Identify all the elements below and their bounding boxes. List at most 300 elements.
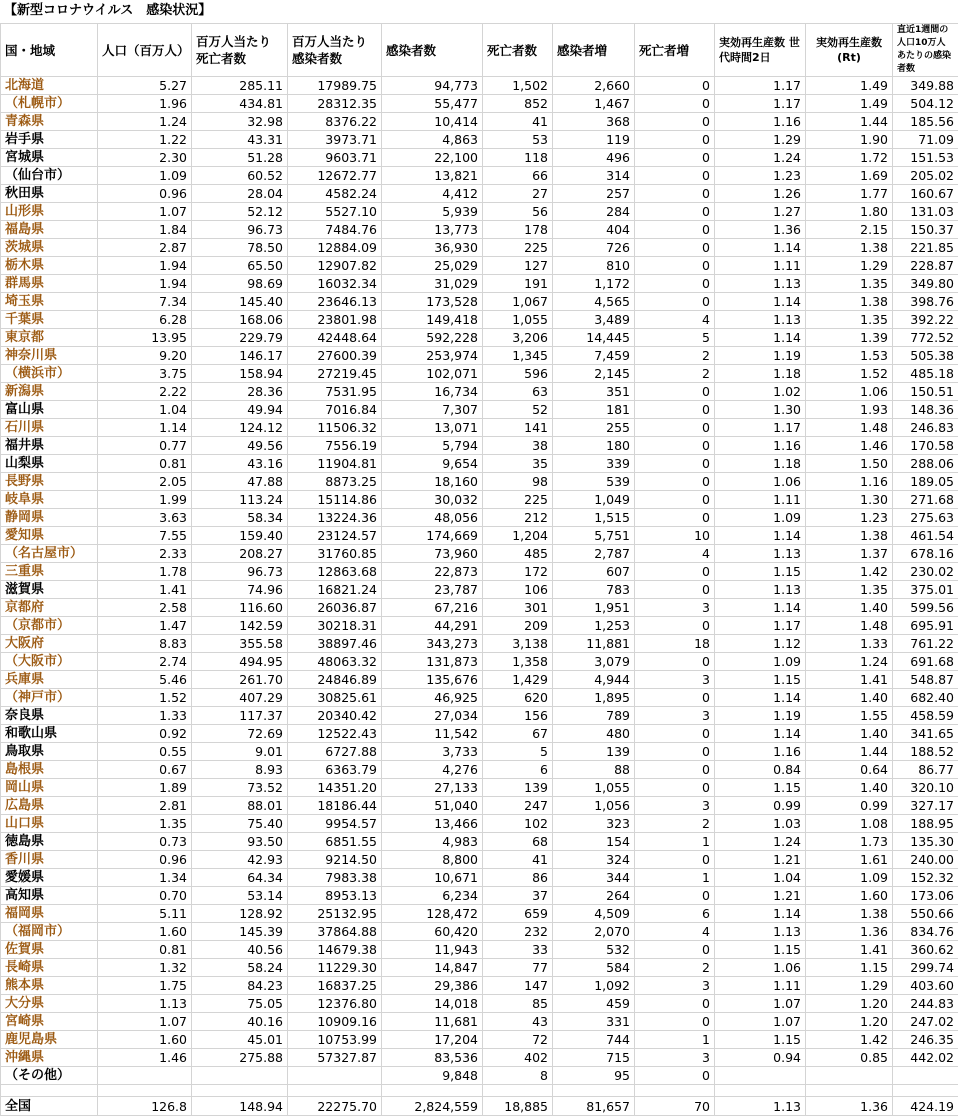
- table-row: [1, 527, 958, 545]
- rt-cell: 1.24: [806, 653, 893, 671]
- r-gen2-cell: 1.14: [715, 905, 806, 923]
- table-row: [1, 617, 958, 635]
- cases-cell: 23,787: [382, 581, 483, 599]
- population-cell: 1.78: [98, 563, 192, 581]
- deaths-cell: 3,138: [483, 635, 553, 653]
- cases-per-million-cell: 10909.16: [288, 1013, 382, 1031]
- region-name-cell: 青森県: [1, 113, 98, 131]
- cases-cell: 36,930: [382, 239, 483, 257]
- r-gen2-cell: 1.14: [715, 239, 806, 257]
- r-gen2-cell: 1.07: [715, 1013, 806, 1031]
- weekly-per-100k-cell: 150.37: [893, 221, 958, 239]
- infection-table: [0, 23, 958, 1116]
- weekly-per-100k-cell: 341.65: [893, 725, 958, 743]
- region-name-cell: 全国: [1, 1097, 98, 1116]
- cases-per-million-cell: 11904.81: [288, 455, 382, 473]
- cases-cell: 22,873: [382, 563, 483, 581]
- cases-cell: 253,974: [382, 347, 483, 365]
- cases-per-million-cell: 7556.19: [288, 437, 382, 455]
- case-increase-cell: 744: [553, 1031, 635, 1049]
- cases-cell: 27,133: [382, 779, 483, 797]
- r-gen2-cell: 1.04: [715, 869, 806, 887]
- table-row: [1, 635, 958, 653]
- population-cell: 2.05: [98, 473, 192, 491]
- population-cell: 3.63: [98, 509, 192, 527]
- case-increase-cell: 1,951: [553, 599, 635, 617]
- table-row: [1, 221, 958, 239]
- case-increase-cell: 404: [553, 221, 635, 239]
- case-increase-cell: 351: [553, 383, 635, 401]
- deaths-cell: 5: [483, 743, 553, 761]
- population-cell: 9.20: [98, 347, 192, 365]
- deaths-cell: 72: [483, 1031, 553, 1049]
- case-increase-cell: 14,445: [553, 329, 635, 347]
- r-gen2-cell: 1.06: [715, 959, 806, 977]
- header-population: 人口（百万人）: [98, 24, 192, 77]
- rt-cell: 1.29: [806, 977, 893, 995]
- weekly-per-100k-cell: 485.18: [893, 365, 958, 383]
- population-cell: 1.24: [98, 113, 192, 131]
- case-increase-cell: 257: [553, 185, 635, 203]
- r-gen2-cell: 1.18: [715, 365, 806, 383]
- region-name-cell: 静岡県: [1, 509, 98, 527]
- population-cell: 1.09: [98, 167, 192, 185]
- deaths-per-million-cell: 75.05: [192, 995, 288, 1013]
- weekly-per-100k-cell: 205.02: [893, 167, 958, 185]
- region-name-cell: 秋田県: [1, 185, 98, 203]
- table-row: [1, 383, 958, 401]
- deaths-per-million-cell: 74.96: [192, 581, 288, 599]
- r-gen2-cell: 1.19: [715, 347, 806, 365]
- rt-cell: 1.93: [806, 401, 893, 419]
- cases-cell: 10,414: [382, 113, 483, 131]
- region-name-cell: （大阪市）: [1, 653, 98, 671]
- weekly-per-100k-cell: 548.87: [893, 671, 958, 689]
- death-increase-cell: 1: [635, 869, 715, 887]
- table-row: [1, 275, 958, 293]
- population-cell: 1.04: [98, 401, 192, 419]
- population-cell: 2.87: [98, 239, 192, 257]
- deaths-cell: 852: [483, 95, 553, 113]
- table-row: [1, 77, 958, 95]
- cases-cell: 48,056: [382, 509, 483, 527]
- table-row: [1, 995, 958, 1013]
- rt-cell: 1.38: [806, 527, 893, 545]
- cases-per-million-cell: 12522.43: [288, 725, 382, 743]
- weekly-per-100k-cell: 188.95: [893, 815, 958, 833]
- table-row: [1, 563, 958, 581]
- cases-per-million-cell: 57327.87: [288, 1049, 382, 1067]
- table-row: [1, 851, 958, 869]
- death-increase-cell: 0: [635, 509, 715, 527]
- cases-cell: 55,477: [382, 95, 483, 113]
- r-gen2-cell: 1.14: [715, 689, 806, 707]
- weekly-per-100k-cell: 599.56: [893, 599, 958, 617]
- header-death-increase: 死亡者増: [635, 24, 715, 77]
- rt-cell: 1.80: [806, 203, 893, 221]
- death-increase-cell: 0: [635, 437, 715, 455]
- deaths-cell: 139: [483, 779, 553, 797]
- header-r-gen2: 実効再生産数 世代時間2日: [715, 24, 806, 77]
- table-row: [1, 167, 958, 185]
- table-row: [1, 725, 958, 743]
- cases-cell: 5,939: [382, 203, 483, 221]
- case-increase-cell: 715: [553, 1049, 635, 1067]
- death-increase-cell: 10: [635, 527, 715, 545]
- death-increase-cell: 0: [635, 563, 715, 581]
- empty-cell: [192, 1085, 288, 1097]
- death-increase-cell: 1: [635, 833, 715, 851]
- region-name-cell: 沖縄県: [1, 1049, 98, 1067]
- cases-per-million-cell: 31760.85: [288, 545, 382, 563]
- cases-cell: 46,925: [382, 689, 483, 707]
- case-increase-cell: 1,253: [553, 617, 635, 635]
- table-row: [1, 437, 958, 455]
- table-row: [1, 1031, 958, 1049]
- region-name-cell: （横浜市）: [1, 365, 98, 383]
- deaths-cell: 66: [483, 167, 553, 185]
- weekly-per-100k-cell: 458.59: [893, 707, 958, 725]
- case-increase-cell: 584: [553, 959, 635, 977]
- deaths-cell: 191: [483, 275, 553, 293]
- weekly-per-100k-cell: 151.53: [893, 149, 958, 167]
- rt-cell: 1.23: [806, 509, 893, 527]
- cases-cell: 25,029: [382, 257, 483, 275]
- weekly-per-100k-cell: 398.76: [893, 293, 958, 311]
- population-cell: 1.35: [98, 815, 192, 833]
- cases-per-million-cell: 11229.30: [288, 959, 382, 977]
- rt-cell: 1.50: [806, 455, 893, 473]
- r-gen2-cell: 1.14: [715, 725, 806, 743]
- cases-cell: 10,671: [382, 869, 483, 887]
- rt-cell: 1.36: [806, 1097, 893, 1116]
- table-row: [1, 1013, 958, 1031]
- cases-cell: 29,386: [382, 977, 483, 995]
- region-name-cell: 岐阜県: [1, 491, 98, 509]
- death-increase-cell: 2: [635, 815, 715, 833]
- deaths-per-million-cell: 159.40: [192, 527, 288, 545]
- empty-cell: [893, 1085, 958, 1097]
- table-row: [1, 869, 958, 887]
- rt-cell: 1.48: [806, 617, 893, 635]
- sheet-title: 【新型コロナウイルス 感染状況】: [0, 0, 958, 23]
- empty-cell: [715, 1085, 806, 1097]
- rt-cell: 1.49: [806, 77, 893, 95]
- case-increase-cell: 2,787: [553, 545, 635, 563]
- cases-per-million-cell: 42448.64: [288, 329, 382, 347]
- cases-cell: 18,160: [382, 473, 483, 491]
- cases-cell: 131,873: [382, 653, 483, 671]
- weekly-per-100k-cell: 392.22: [893, 311, 958, 329]
- r-gen2-cell: 1.24: [715, 833, 806, 851]
- r-gen2-cell: 1.29: [715, 131, 806, 149]
- weekly-per-100k-cell: 288.06: [893, 455, 958, 473]
- r-gen2-cell: 1.16: [715, 743, 806, 761]
- weekly-per-100k-cell: 834.76: [893, 923, 958, 941]
- table-row: [1, 113, 958, 131]
- population-cell: 0.81: [98, 941, 192, 959]
- table-row: [1, 185, 958, 203]
- case-increase-cell: 1,049: [553, 491, 635, 509]
- r-gen2-cell: 1.16: [715, 437, 806, 455]
- rt-cell: 0.64: [806, 761, 893, 779]
- population-cell: 2.81: [98, 797, 192, 815]
- deaths-per-million-cell: 275.88: [192, 1049, 288, 1067]
- region-name-cell: 島根県: [1, 761, 98, 779]
- cases-per-million-cell: 14679.38: [288, 941, 382, 959]
- cases-cell: 2,824,559: [382, 1097, 483, 1116]
- population-cell: 1.60: [98, 1031, 192, 1049]
- rt-cell: 1.40: [806, 779, 893, 797]
- weekly-per-100k-cell: 550.66: [893, 905, 958, 923]
- deaths-per-million-cell: 117.37: [192, 707, 288, 725]
- table-row: [1, 977, 958, 995]
- region-name-cell: 鹿児島県: [1, 1031, 98, 1049]
- cases-cell: 174,669: [382, 527, 483, 545]
- region-name-cell: 茨城県: [1, 239, 98, 257]
- r-gen2-cell: 1.16: [715, 113, 806, 131]
- deaths-per-million-cell: 96.73: [192, 221, 288, 239]
- deaths-per-million-cell: 494.95: [192, 653, 288, 671]
- deaths-per-million-cell: 9.01: [192, 743, 288, 761]
- rt-cell: 1.46: [806, 437, 893, 455]
- deaths-per-million-cell: 32.98: [192, 113, 288, 131]
- case-increase-cell: 7,459: [553, 347, 635, 365]
- deaths-per-million-cell: 78.50: [192, 239, 288, 257]
- region-name-cell: 岡山県: [1, 779, 98, 797]
- r-gen2-cell: 1.17: [715, 617, 806, 635]
- cases-cell: 94,773: [382, 77, 483, 95]
- rt-cell: 1.73: [806, 833, 893, 851]
- r-gen2-cell: 1.15: [715, 563, 806, 581]
- cases-cell: 4,863: [382, 131, 483, 149]
- weekly-per-100k-cell: 505.38: [893, 347, 958, 365]
- deaths-cell: 172: [483, 563, 553, 581]
- case-increase-cell: 532: [553, 941, 635, 959]
- population-cell: [98, 1067, 192, 1085]
- death-increase-cell: 3: [635, 671, 715, 689]
- region-name-cell: 愛知県: [1, 527, 98, 545]
- death-increase-cell: 3: [635, 707, 715, 725]
- death-increase-cell: 4: [635, 311, 715, 329]
- weekly-per-100k-cell: 131.03: [893, 203, 958, 221]
- cases-cell: 13,773: [382, 221, 483, 239]
- table-row: [1, 653, 958, 671]
- rt-cell: 1.41: [806, 941, 893, 959]
- case-increase-cell: 255: [553, 419, 635, 437]
- deaths-cell: 485: [483, 545, 553, 563]
- death-increase-cell: 4: [635, 545, 715, 563]
- case-increase-cell: 783: [553, 581, 635, 599]
- table-row: [1, 491, 958, 509]
- r-gen2-cell: 1.14: [715, 293, 806, 311]
- death-increase-cell: 0: [635, 167, 715, 185]
- cases-per-million-cell: 23646.13: [288, 293, 382, 311]
- deaths-per-million-cell: 229.79: [192, 329, 288, 347]
- cases-cell: 343,273: [382, 635, 483, 653]
- case-increase-cell: 1,515: [553, 509, 635, 527]
- deaths-per-million-cell: 146.17: [192, 347, 288, 365]
- case-increase-cell: 480: [553, 725, 635, 743]
- deaths-per-million-cell: 148.94: [192, 1097, 288, 1116]
- deaths-per-million-cell: 49.94: [192, 401, 288, 419]
- deaths-per-million-cell: [192, 1067, 288, 1085]
- death-increase-cell: 0: [635, 1013, 715, 1031]
- cases-cell: 13,466: [382, 815, 483, 833]
- deaths-cell: 6: [483, 761, 553, 779]
- cases-per-million-cell: 12376.80: [288, 995, 382, 1013]
- table-row: [1, 311, 958, 329]
- death-increase-cell: 0: [635, 203, 715, 221]
- region-name-cell: 栃木県: [1, 257, 98, 275]
- table-row: [1, 365, 958, 383]
- deaths-per-million-cell: 93.50: [192, 833, 288, 851]
- deaths-per-million-cell: 40.16: [192, 1013, 288, 1031]
- deaths-cell: 35: [483, 455, 553, 473]
- r-gen2-cell: 1.18: [715, 455, 806, 473]
- deaths-cell: 53: [483, 131, 553, 149]
- rt-cell: 1.36: [806, 923, 893, 941]
- region-name-cell: 徳島県: [1, 833, 98, 851]
- empty-cell: [1, 1085, 98, 1097]
- rt-cell: 2.15: [806, 221, 893, 239]
- weekly-per-100k-cell: 349.88: [893, 77, 958, 95]
- case-increase-cell: 2,070: [553, 923, 635, 941]
- case-increase-cell: 789: [553, 707, 635, 725]
- rt-cell: 1.09: [806, 869, 893, 887]
- case-increase-cell: 496: [553, 149, 635, 167]
- deaths-cell: 33: [483, 941, 553, 959]
- population-cell: 1.07: [98, 1013, 192, 1031]
- death-increase-cell: 0: [635, 1067, 715, 1085]
- table-row: [1, 905, 958, 923]
- r-gen2-cell: [715, 1067, 806, 1085]
- rt-cell: 0.85: [806, 1049, 893, 1067]
- cases-per-million-cell: 37864.88: [288, 923, 382, 941]
- deaths-cell: 1,345: [483, 347, 553, 365]
- death-increase-cell: 3: [635, 1049, 715, 1067]
- deaths-per-million-cell: 434.81: [192, 95, 288, 113]
- r-gen2-cell: 1.15: [715, 941, 806, 959]
- death-increase-cell: 0: [635, 221, 715, 239]
- region-name-cell: 滋賀県: [1, 581, 98, 599]
- weekly-per-100k-cell: 71.09: [893, 131, 958, 149]
- population-cell: 5.27: [98, 77, 192, 95]
- cases-cell: 13,071: [382, 419, 483, 437]
- deaths-per-million-cell: 72.69: [192, 725, 288, 743]
- deaths-per-million-cell: 116.60: [192, 599, 288, 617]
- rt-cell: 1.20: [806, 995, 893, 1013]
- case-increase-cell: 810: [553, 257, 635, 275]
- population-cell: 0.67: [98, 761, 192, 779]
- population-cell: 0.92: [98, 725, 192, 743]
- population-cell: 1.94: [98, 257, 192, 275]
- case-increase-cell: 368: [553, 113, 635, 131]
- death-increase-cell: 0: [635, 653, 715, 671]
- r-gen2-cell: 1.14: [715, 599, 806, 617]
- deaths-cell: 225: [483, 239, 553, 257]
- deaths-per-million-cell: 145.39: [192, 923, 288, 941]
- cases-per-million-cell: 9603.71: [288, 149, 382, 167]
- region-name-cell: 佐賀県: [1, 941, 98, 959]
- death-increase-cell: 0: [635, 149, 715, 167]
- death-increase-cell: 0: [635, 779, 715, 797]
- table-row: [1, 581, 958, 599]
- table-row: [1, 743, 958, 761]
- cases-cell: 73,960: [382, 545, 483, 563]
- region-name-cell: 山梨県: [1, 455, 98, 473]
- deaths-per-million-cell: 75.40: [192, 815, 288, 833]
- death-increase-cell: 3: [635, 599, 715, 617]
- population-cell: 0.55: [98, 743, 192, 761]
- population-cell: 3.75: [98, 365, 192, 383]
- r-gen2-cell: 1.11: [715, 491, 806, 509]
- death-increase-cell: 0: [635, 941, 715, 959]
- region-name-cell: 宮崎県: [1, 1013, 98, 1031]
- cases-cell: 14,847: [382, 959, 483, 977]
- rt-cell: 1.42: [806, 563, 893, 581]
- rt-cell: 1.16: [806, 473, 893, 491]
- weekly-per-100k-cell: 761.22: [893, 635, 958, 653]
- deaths-cell: 67: [483, 725, 553, 743]
- deaths-per-million-cell: 168.06: [192, 311, 288, 329]
- region-name-cell: 長崎県: [1, 959, 98, 977]
- cases-per-million-cell: 9954.57: [288, 815, 382, 833]
- case-increase-cell: 323: [553, 815, 635, 833]
- death-increase-cell: 2: [635, 365, 715, 383]
- cases-per-million-cell: 48063.32: [288, 653, 382, 671]
- weekly-per-100k-cell: 173.06: [893, 887, 958, 905]
- r-gen2-cell: 1.02: [715, 383, 806, 401]
- r-gen2-cell: 1.15: [715, 671, 806, 689]
- deaths-cell: 1,502: [483, 77, 553, 95]
- r-gen2-cell: 1.11: [715, 977, 806, 995]
- case-increase-cell: 119: [553, 131, 635, 149]
- deaths-per-million-cell: 45.01: [192, 1031, 288, 1049]
- deaths-cell: 209: [483, 617, 553, 635]
- r-gen2-cell: 0.94: [715, 1049, 806, 1067]
- rt-cell: 1.37: [806, 545, 893, 563]
- population-cell: 7.55: [98, 527, 192, 545]
- deaths-per-million-cell: 28.36: [192, 383, 288, 401]
- deaths-per-million-cell: 285.11: [192, 77, 288, 95]
- cases-cell: 592,228: [382, 329, 483, 347]
- region-name-cell: 富山県: [1, 401, 98, 419]
- death-increase-cell: 0: [635, 113, 715, 131]
- case-increase-cell: 81,657: [553, 1097, 635, 1116]
- deaths-cell: 118: [483, 149, 553, 167]
- population-cell: 13.95: [98, 329, 192, 347]
- weekly-per-100k-cell: 682.40: [893, 689, 958, 707]
- region-name-cell: 和歌山県: [1, 725, 98, 743]
- r-gen2-cell: 1.13: [715, 1097, 806, 1116]
- weekly-per-100k-cell: 152.32: [893, 869, 958, 887]
- deaths-cell: 127: [483, 257, 553, 275]
- cases-cell: 83,536: [382, 1049, 483, 1067]
- deaths-cell: 3,206: [483, 329, 553, 347]
- weekly-per-100k-cell: 349.80: [893, 275, 958, 293]
- table-row: [1, 1049, 958, 1067]
- deaths-per-million-cell: 96.73: [192, 563, 288, 581]
- cases-per-million-cell: 9214.50: [288, 851, 382, 869]
- death-increase-cell: 0: [635, 581, 715, 599]
- cases-per-million-cell: 12863.68: [288, 563, 382, 581]
- table-row: [1, 257, 958, 275]
- deaths-per-million-cell: 355.58: [192, 635, 288, 653]
- weekly-per-100k-cell: 150.51: [893, 383, 958, 401]
- cases-cell: 67,216: [382, 599, 483, 617]
- r-gen2-cell: 1.13: [715, 545, 806, 563]
